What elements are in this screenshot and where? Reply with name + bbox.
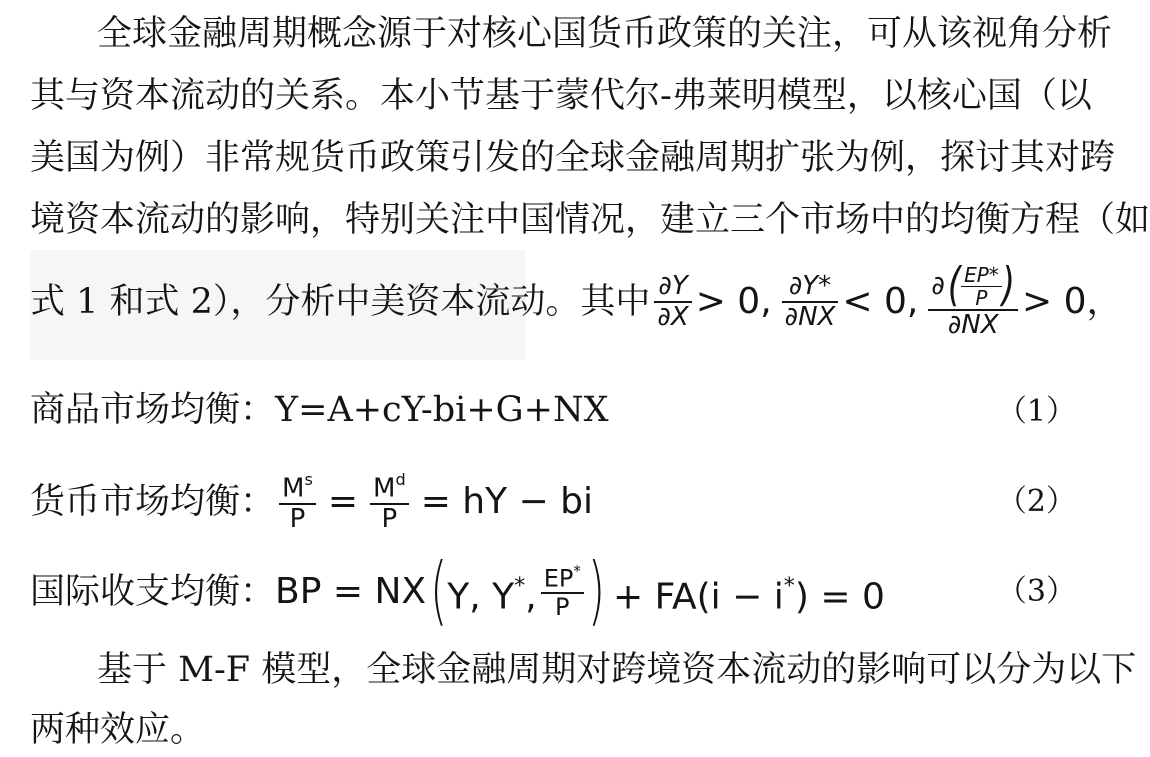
eq1-formula: Y=A+cY-bi+G+NX — [275, 390, 609, 430]
cond3-partial: ∂ — [931, 271, 945, 302]
eq2-ms: $M^s$ — [282, 469, 313, 504]
cond1-denominator: ∂X — [657, 302, 689, 332]
eq2-formula — [275, 471, 593, 533]
cond3-inner-numerator: EP* — [964, 263, 999, 288]
para1-line3: 美国为例）非常规货币政策引发的全球金融周期扩张为例，探讨其对跨 — [30, 138, 1116, 178]
eq3-formula: BP = NX ( Y, Y*, $\frac{EP^*}{P}$ ) + FA(i − i*) = 0 — [275, 547, 885, 635]
eq1-number: （1） — [996, 394, 1076, 429]
eq1-label: 商品市场均衡： — [30, 390, 276, 430]
para2-line2: 两种效应。 — [30, 710, 206, 750]
cond2-relation: < 0, — [842, 281, 919, 322]
para1-line5 — [30, 252, 1130, 352]
cond3-fraction — [928, 258, 1018, 341]
eq2-number: （2） — [996, 484, 1076, 519]
cond2-denominator: ∂NX — [784, 302, 836, 332]
cond1-numerator: ∂Y — [658, 271, 688, 302]
para1-line4: 境资本流动的影响，特别关注中国情况，建立三个市场中的均衡方程（如 — [30, 200, 1150, 240]
eq3-rest: + FA(i − i*) = 0 — [612, 573, 885, 618]
para1-line1: 全球金融周期概念源于对核心国货币政策的关注，可从该视角分析 — [97, 14, 1113, 54]
para2-line1: 基于 M-F 模型，全球金融周期对跨境资本流动的影响可以分为以下 — [97, 650, 1137, 690]
eq3-lhs: BP = NX — [275, 571, 427, 612]
para1-line5-prefix: 式 1 和式 2），分析中美资本流动。其中 — [30, 282, 651, 322]
equation-1 — [30, 388, 1130, 432]
derivative-conditions — [650, 258, 1123, 341]
para1-line2: 其与资本流动的关系。本小节基于蒙代尔-弗莱明模型，以核心国（以 — [30, 76, 1092, 116]
eq2-md: $M^d$ — [373, 469, 406, 504]
cond3-inner-fraction — [961, 264, 1002, 309]
eq2-rhs: = hY − bi — [420, 481, 594, 522]
eq3-arg1: Y, Y*, — [447, 573, 537, 618]
cond3-numerator: ∂ ( $\frac{EP*}{P}$ ) — [931, 258, 1016, 313]
cond2-fraction — [782, 272, 839, 331]
eq2-equals: = — [327, 481, 359, 522]
eq2-money-demand-fraction: $\frac{M^d}{P}$ — [370, 471, 409, 533]
eq2-label: 货币市场均衡： — [30, 482, 276, 522]
equation-2 — [30, 462, 1130, 542]
cond2-numerator: ∂Y* — [788, 271, 832, 302]
cond1-fraction — [654, 272, 691, 331]
cond3-denominator: ∂NX — [947, 310, 999, 341]
cond3-inner-denominator: P — [975, 286, 988, 311]
eq3-label: 国际收支均衡： — [30, 572, 276, 612]
cond1-relation: > 0, — [695, 281, 772, 322]
eq3-number: （3） — [996, 574, 1076, 609]
cond3-relation: > 0， — [1022, 281, 1123, 322]
eq3-fraction: $\frac{EP^*}{P}$ — [541, 563, 584, 620]
equation-3 — [30, 547, 1130, 635]
eq2-money-supply-fraction: $\frac{M^s}{P}$ — [279, 471, 316, 533]
